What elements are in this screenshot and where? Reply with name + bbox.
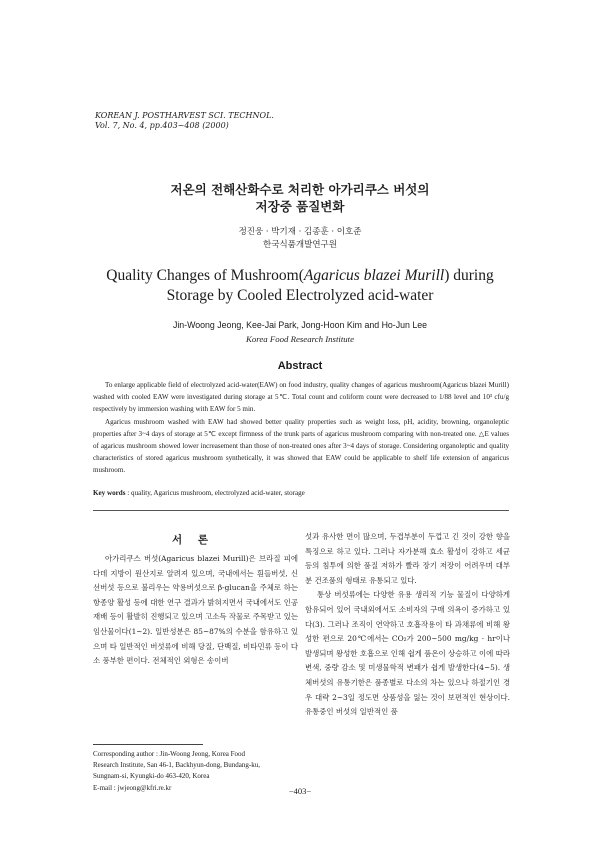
keywords xyxy=(93,488,513,499)
section-heading-introduction: 서 론 xyxy=(172,534,214,546)
english-title-line1: Quality Changes of Mushroom(Agaricus blazei Murill) during xyxy=(106,267,494,284)
body-paragraph: 섯과 유사한 면이 많으며, 두겹부분이 두껍고 긴 것이 강한 향을 특징으로 하고 있다. 그러나 자가분해 효소 활성이 강하고 세균 등의 침투에 의한 품질 저하가 빨라 장기 저장이 어려우며 대부분 건조품의 형태로 유통되고 있다. xyxy=(305,532,510,585)
abstract-paragraph: To enlarge applicable field of electrolyzed acid-water(EAW) on food industry, quality changes of agaricus mushroom(Agaricus blazei Murill) washed with cooled EAW were investigated during storage at 5℃. Total count and coliform count were decreased to 1/88 level and 10³ cfu/g respectively by immersion washing with EAW for 5 min. xyxy=(93,381,509,414)
abstract-heading: Abstract xyxy=(277,360,323,372)
keywords-label: Key words xyxy=(93,489,126,497)
english-title-line2: Storage by Cooled Electrolyzed acid-water xyxy=(166,287,434,304)
body-paragraph: 아가리쿠스 버섯(Agaricus blazei Murill)은 브라질 피에다데 지방이 원산지로 알려져 있으며, 국내에서는 흰들버섯, 신선버섯 등으로 불리우는 약용버섯으로 β-glucan을 주체로 하는 항종양 활성 등에 대한 연구 결과가 밝혀지면서 국내에서도 인공재배 등이 활발히 진행되고 있으며 고소득 작물로 주목받고 있는 임산물이다(1~2). 일반성분은 85~87%의 수분을 함유하고 있으며 타 일반적인 버섯류에 비해 당질, 단백질, 비타민류 등이 다소 풍부한 편이다. 전체적인 외형은 송이버 xyxy=(93,554,298,666)
body-paragraph: 통상 버섯류에는 다양한 유용 생리적 기능 물질이 다양하게 함유되어 있어 국내외에서도 소비자의 구매 의욕이 증가하고 있다(3). 그러나 조직이 연약하고 호흡작용이 타 과채류에 비해 왕성한 편으로 20℃에서는 CO₂가 200~500 mg/kg · hr이나 발생되며 왕성한 호흡으로 인해 쉽게 품온이 상승하고 이에 따라 변색, 중량 감소 및 미생물학적 변패가 쉽게 발생한다(4~5). 생체버섯의 유통기한은 품종별로 다소의 차는 있으나 하절기인 경우 대략 2~3일 정도면 상품성을 잃는 것이 보편적인 현상이다. 유통중인 버섯의 일반적인 품 xyxy=(305,590,510,717)
body-column-left xyxy=(93,552,298,669)
journal-name: KOREAN J. POSTHARVEST SCI. TECHNOL. xyxy=(95,111,274,120)
page-number: −403− xyxy=(288,786,312,796)
english-title xyxy=(60,266,540,306)
korean-title-line2: 저장중 품질변화 xyxy=(255,199,345,214)
footnote-line: Corresponding author : Jin-Woong Jeong, Korea Food xyxy=(93,750,246,758)
footnote-divider xyxy=(93,744,203,745)
korean-title xyxy=(0,181,600,215)
body-column-right xyxy=(305,530,510,720)
korean-authors-block xyxy=(0,226,600,252)
abstract-paragraph: Agaricus mushroom washed with EAW had showed better quality properties such as weight loss, pH, acidity, browning, organoleptic properties after 3~4 days of storage at 5℃ except firmness of the trunk parts of agaricus mushroom comparing with non-treated one. △E values of agaricus mushroom showed lower increasement than those of non-treated ones after 3~4 days of storage. Considering organoleptic and quality characteristics of stored agaricus mushroom synthetically, it was showed that EAW could be applicable to shelf life extension of angaricus mushroom. xyxy=(93,417,509,475)
journal-header xyxy=(95,111,274,131)
english-institution: Korea Food Research Institute xyxy=(245,334,355,344)
footnote-email: E-mail : jwjeong@kfri.re.kr xyxy=(93,783,172,792)
korean-authors: 정진웅 · 박기재 · 김종훈 · 이호준 xyxy=(238,227,362,237)
abstract-body xyxy=(93,379,509,477)
footnote-line: Research Institute, San 46-1, Backhyun-dong, Bundang-ku, xyxy=(93,761,260,770)
footnote-line: Sungnam-si, Kyungki-do 463-420, Korea xyxy=(93,772,210,781)
keywords-text: : quality, Agaricus mushroom, electrolyzed acid-water, storage xyxy=(127,489,305,497)
korean-institution: 한국식품개발연구원 xyxy=(263,240,337,250)
divider xyxy=(93,510,509,511)
english-authors: Jin-Woong Jeong, Kee-Jai Park, Jong-Hoon Kim and Ho-Jun Lee xyxy=(172,320,428,330)
journal-volume: Vol. 7, No. 4, pp.403~408 (2000) xyxy=(95,121,229,130)
english-authors-block xyxy=(0,318,600,346)
korean-title-line1: 저온의 전해산화수로 처리한 아가리쿠스 버섯의 xyxy=(170,182,430,197)
